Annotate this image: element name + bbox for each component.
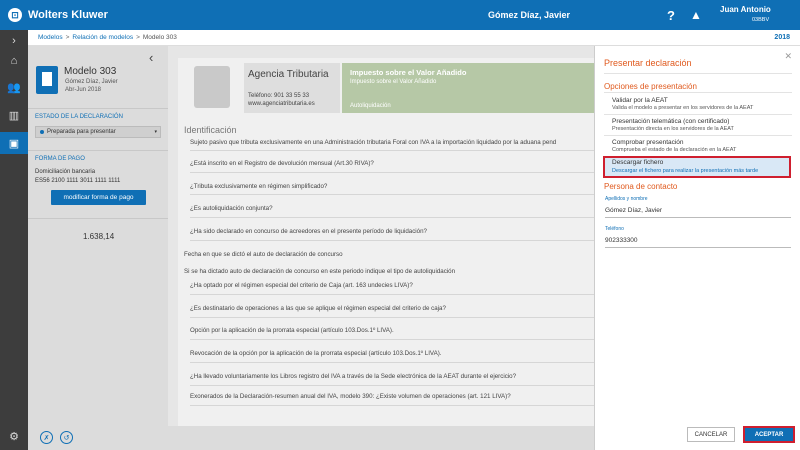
close-icon[interactable]: ✕ [784,51,792,61]
breadcrumb-relacion[interactable]: Relación de modelos [72,34,134,41]
divider [28,150,168,151]
year-selector[interactable]: 2018 [774,34,790,41]
name-label: Apellidos y nombre [605,196,648,202]
section-title: Identificación [184,125,237,135]
tax-form-icon[interactable]: ▣ [0,132,28,154]
form-question[interactable]: Revocación de la opción por la aplicación de la prorrata especial (artículo 103.Dos.1º LIVA). [190,350,442,357]
field-line [190,294,594,295]
field-line [605,217,791,218]
collapse-panel-icon[interactable]: ‹ [149,50,154,65]
form-question[interactable]: Opción por la aplicación de la prorrata especial (artículo 103.Dos.1º LIVA). [190,327,394,334]
settings-icon[interactable]: ⚙ [9,430,19,443]
main-form-area [168,46,594,426]
declaration-info-panel [28,46,168,426]
form-question[interactable]: Fecha en que se dictó el auto de declaración de concurso [184,251,343,258]
tax-mode: Autoliquidación [350,103,391,109]
form-card [178,58,594,426]
chevron-right-icon[interactable]: › [12,35,16,47]
payment-label: FORMA DE PAGO [35,156,85,162]
form-question[interactable]: ¿Es destinatario de operaciones a las que se aplique el régimen especial del criterio de caja? [190,305,446,312]
warning-icon[interactable]: ▲ [690,8,702,22]
model-client: Gómez Díaz, Javier [65,79,118,85]
field-line [190,194,594,195]
option-telematic-desc: Presentación directa en los servidores de la AEAT [612,126,734,132]
wk-logo-icon: ⊡ [8,8,22,22]
field-line [190,150,594,151]
user-id: 03BBV [752,17,770,23]
option-download-title: Descargar fichero [612,159,664,166]
form-question[interactable]: ¿Ha sido declarado en concurso de acreedores en el presente período de liquidación? [190,228,427,235]
tax-subtitle: Impuesto sobre el Valor Añadido [350,79,437,85]
submit-declaration-panel [594,46,800,450]
breadcrumb-separator: > [65,34,70,41]
excel-export-icon[interactable]: ✗ [40,431,53,444]
form-question[interactable]: Exonerados de la Declaración-resumen anual del IVA, modelo 390: ¿Existe volumen de operaciones (art. 121 LIVA)? [190,393,511,400]
top-bar [0,0,800,30]
option-validate-desc: Valida el modelo a presentar en los servidores de la AEAT [612,105,754,111]
field-line [190,362,594,363]
field-line [605,247,791,248]
payment-iban: ES56 2100 1111 3011 1111 1111 [35,178,121,184]
divider [604,73,792,74]
divider [604,114,792,115]
modify-payment-button[interactable]: modificar forma de pago [51,190,146,205]
chevron-down-icon: ▾ [154,129,157,135]
accept-button[interactable]: ACEPTAR [743,426,795,443]
field-line [190,317,594,318]
total-amount: 1.638,14 [83,232,115,241]
option-download-file[interactable] [603,156,791,178]
divider [604,92,792,93]
library-icon[interactable]: ▥ [8,109,20,122]
status-value: Preparada para presentar [47,129,116,135]
breadcrumb-current: Modelo 303 [142,34,177,41]
help-icon[interactable]: ? [667,8,675,23]
form-question[interactable]: ¿Tributa exclusivamente en régimen simplificado? [190,183,328,190]
field-line [190,217,594,218]
brand[interactable] [8,8,108,22]
breadcrumb-modelos[interactable]: Modelos [38,34,63,41]
status-dot-icon [40,130,44,134]
coat-of-arms-icon [194,66,230,108]
contact-title: Persona de contacto [604,182,678,191]
payment-method: Domiciliación bancaria [35,169,96,175]
field-line [190,385,594,386]
phone-label: Teléfono [605,226,624,232]
tax-box [342,63,594,113]
divider [604,135,792,136]
people-icon[interactable]: 👥 [7,81,21,94]
form-question[interactable]: ¿Ha optado por el régimen especial del criterio de Caja (art. 163 undecies LIVA)? [190,282,413,289]
document-icon [36,66,58,94]
field-line [190,240,594,241]
phone-field[interactable]: 902333300 [605,237,638,244]
model-title: Modelo 303 [64,66,117,77]
status-select[interactable] [35,126,161,138]
client-name[interactable]: Gómez Díaz, Javier [488,10,571,20]
option-download-desc: Descargar el fichero para realizar la presentación más tarde [612,168,759,174]
status-label: ESTADO DE LA DECLARACIÓN [35,114,123,120]
breadcrumb-separator: > [136,34,140,41]
agency-name: Agencia Tributaria [248,69,329,80]
user-name[interactable]: Juan Antonio [720,5,771,14]
model-period: Abr-Jun 2018 [65,87,102,93]
agency-web: www.agenciatributaria.es [248,101,315,107]
home-icon[interactable]: ⌂ [10,55,18,67]
agency-box [244,63,340,113]
agency-phone: Teléfono: 901 33 55 33 [248,93,310,99]
breadcrumb-bar [28,30,800,46]
options-title: Opciones de presentación [604,82,697,91]
brand-name: Wolters Kluwer [28,9,108,21]
form-question[interactable]: ¿Es autoliquidación conjunta? [190,205,273,212]
divider [28,108,168,109]
option-validate-title[interactable]: Validar por la AEAT [612,97,668,104]
form-question[interactable]: ¿Ha llevado voluntariamente los Libros registro del IVA a través de la Sede electrónica de la AEAT durante el ejercicio? [190,373,517,380]
field-line [190,405,594,406]
option-check-title[interactable]: Comprobar presentación [612,139,684,146]
option-check-desc: Comprueba el estado de la declaración en la AEAT [612,147,737,153]
cancel-button[interactable]: CANCELAR [687,427,735,442]
field-line [190,172,594,173]
panel-title: Presentar declaración [604,58,692,68]
nav-rail [0,30,28,450]
form-question[interactable]: ¿Está inscrito en el Registro de devolución mensual (Art.30 RIVA)? [190,160,374,167]
name-field[interactable]: Gómez Díaz, Javier [605,207,663,214]
option-telematic-title[interactable]: Presentación telemática (con certificado) [612,118,730,125]
bottom-toolbar [28,426,594,450]
divider [28,218,168,219]
field-line [190,339,594,340]
breadcrumb [38,34,177,41]
form-question[interactable]: Si se ha dictado auto de declaración de concurso en este periodo indique el tipo de autoliquidación [184,268,456,275]
form-question[interactable]: Sujeto pasivo que tributa exclusivamente en una Administración tributaria Foral con IVA a la importación liquidado por la aduana pend [190,139,557,146]
tax-title: Impuesto sobre el Valor Añadido [350,68,467,77]
refresh-icon[interactable]: ↺ [60,431,73,444]
